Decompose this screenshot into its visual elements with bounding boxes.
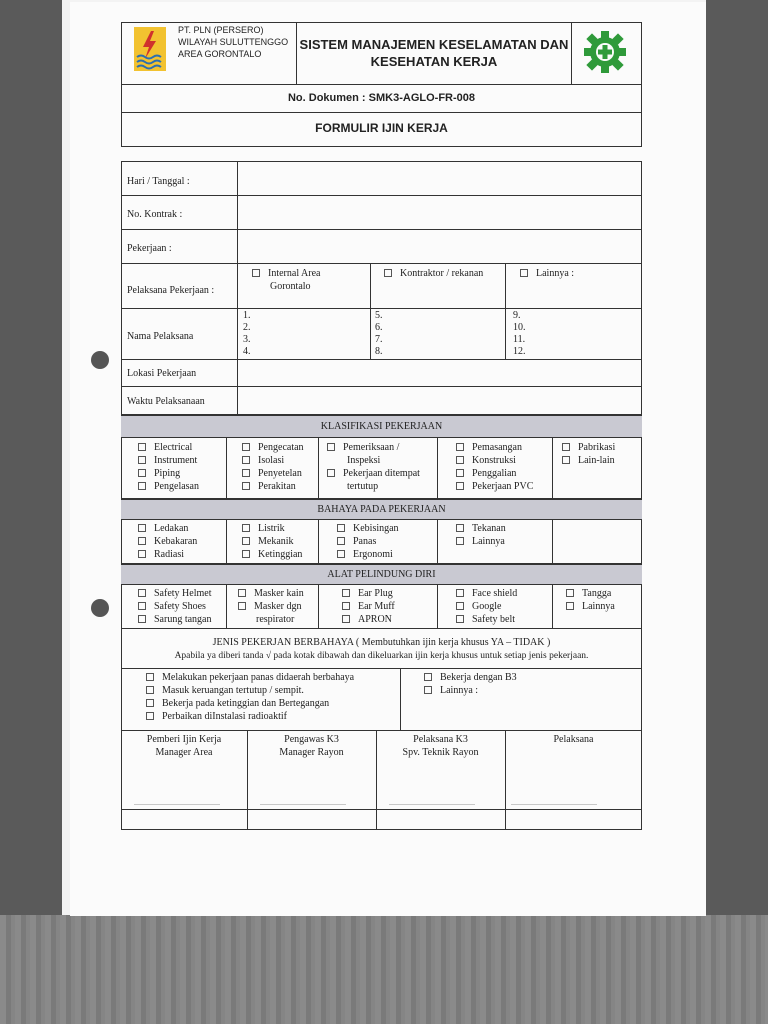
pln-logo [134,27,166,71]
checkbox[interactable] [337,524,345,532]
checkbox[interactable] [138,482,146,490]
checkbox[interactable] [242,524,250,532]
apd-col3: Ear Plug Ear Muff APRON [342,587,395,626]
no-kontrak-label: No. Kontrak : [127,209,183,220]
hari-tanggal-label: Hari / Tanggal : [127,176,190,187]
checkbox[interactable] [456,443,464,451]
signature-line-4: ........................................... [511,798,597,807]
checkbox[interactable] [424,673,432,681]
checkbox-lainnya[interactable] [520,269,528,277]
checkbox[interactable] [238,589,246,597]
k3-gear-icon [584,30,626,74]
checkbox[interactable] [138,469,146,477]
pelaksana-pekerjaan-label: Pelaksana Pekerjaan : [127,285,215,296]
checkbox[interactable] [456,615,464,623]
signature-pengawas: Pengawas K3 Manager Rayon [279,734,344,758]
checkbox[interactable] [342,589,350,597]
signature-pelaksana-k3: Pelaksana K3 Spv. Teknik Rayon [402,734,479,758]
checkbox[interactable] [242,537,250,545]
checkbox-internal[interactable] [252,269,260,277]
klasifikasi-col5: Pabrikasi Lain-lain [562,441,615,467]
punch-hole-bottom [91,599,109,617]
signature-line-2: ........................................... [260,798,346,807]
checkbox[interactable] [327,443,335,451]
signature-pelaksana: Pelaksana [553,734,594,745]
klasifikasi-header: KLASIFIKASI PEKERJAAN [121,415,642,438]
doc-number: No. Dokumen : SMK3-AGLO-FR-008 [287,92,475,104]
klasifikasi-col1: Electrical Instrument Piping Pengelasan [138,441,199,493]
company-name: PT. PLN (PERSERO) WILAYAH SULUTTENGGO AREA GORONTALO [178,25,289,59]
checkbox[interactable] [138,615,146,623]
form-title: FORMULIR IJIN KERJA [315,121,448,135]
checkbox[interactable] [566,589,574,597]
system-title: SISTEM MANAJEMEN KESELAMATAN DAN KESEHATAN KERJA [299,37,569,69]
option-internal-line2: Gorontalo [270,281,311,292]
checkbox[interactable] [138,589,146,597]
jenis-left-list: Melakukan pekerjaan panas didaerah berbahaya Masuk keruangan tertutup / sempit. Bekerja pada ketinggian dan Bertegangan Perbaikan diInstalasi radioaktif [146,671,354,723]
lokasi-label: Lokasi Pekerjaan [127,368,197,379]
checkbox[interactable] [562,456,570,464]
signature-line-3: ........................................... [389,798,475,807]
option-lainnya[interactable]: Lainnya : [520,267,574,280]
checkbox-kontraktor[interactable] [384,269,392,277]
checkbox[interactable] [456,482,464,490]
punch-hole-top [91,351,109,369]
bahaya-col2: Listrik Mekanik Ketinggian [242,522,302,561]
klasifikasi-col3: Pemeriksaan / Inspeksi Pekerjaan ditempat tertutup [327,441,420,493]
checkbox[interactable] [242,456,250,464]
checkbox[interactable] [456,456,464,464]
checkbox[interactable] [456,524,464,532]
nama-col3: 9. 10. 11. 12. [513,310,526,357]
checkbox[interactable] [146,673,154,681]
waktu-label: Waktu Pelaksanaan [127,396,205,407]
checkbox[interactable] [146,699,154,707]
checkbox[interactable] [138,456,146,464]
checkbox[interactable] [138,537,146,545]
checkbox[interactable] [138,443,146,451]
checkbox[interactable] [456,589,464,597]
checkbox[interactable] [456,469,464,477]
scan-bottom-margin [0,915,768,1024]
option-internal[interactable]: Internal Area [252,267,320,280]
checkbox[interactable] [337,537,345,545]
jenis-title: JENIS PEKERJAN BERBAHAYA ( Membutuhkan ijin kerja khusus YA – TIDAK ) [212,637,551,648]
checkbox[interactable] [242,469,250,477]
checkbox[interactable] [146,686,154,694]
nama-pelaksana-label: Nama Pelaksana [127,331,194,342]
checkbox[interactable] [342,615,350,623]
nama-col2: 5. 6. 7. 8. [375,310,383,357]
checkbox[interactable] [146,712,154,720]
pekerjaan-label: Pekerjaan : [127,243,172,254]
checkbox[interactable] [138,524,146,532]
checkbox[interactable] [456,602,464,610]
apd-header: ALAT PELINDUNG DIRI [121,564,642,585]
checkbox[interactable] [242,482,250,490]
nama-col1: 1. 2. 3. 4. [243,310,251,357]
option-kontraktor[interactable]: Kontraktor / rekanan [384,267,483,280]
apd-col2: Masker kain Masker dgn respirator [238,587,304,626]
klasifikasi-col2: Pengecatan Isolasi Penyetelan Perakitan [242,441,304,493]
checkbox[interactable] [566,602,574,610]
checkbox[interactable] [138,550,146,558]
apd-col1: Safety Helmet Safety Shoes Sarung tangan [138,587,212,626]
signature-pemberi: Pemberi Ijin Kerja Manager Area [146,734,222,758]
checkbox[interactable] [424,686,432,694]
checkbox[interactable] [327,469,335,477]
jenis-right-list: Bekerja dengan B3 Lainnya : [424,671,517,697]
checkbox[interactable] [242,550,250,558]
checkbox[interactable] [342,602,350,610]
checkbox[interactable] [138,602,146,610]
bahaya-col3: Kebisingan Panas Ergonomi [337,522,399,561]
checkbox[interactable] [242,443,250,451]
klasifikasi-col4: Pemasangan Konstruksi Penggalian Pekerjaan PVC [456,441,533,493]
apd-col5: Tangga Lainnya [566,587,615,613]
signature-line-1: ........................................... [134,798,220,807]
bahaya-header: BAHAYA PADA PEKERJAAN [121,499,642,520]
apd-col4: Face shield Google Safety belt [456,587,517,626]
checkbox[interactable] [562,443,570,451]
jenis-note: Apabila ya diberi tanda √ pada kotak dibawah dan dikeluarkan ijin kerja khusus untuk setiap jenis pekerjaan. [174,651,589,661]
bahaya-col1: Ledakan Kebakaran Radiasi [138,522,197,561]
bahaya-col4: Tekanan Lainnya [456,522,506,548]
checkbox[interactable] [238,602,246,610]
checkbox[interactable] [456,537,464,545]
checkbox[interactable] [337,550,345,558]
